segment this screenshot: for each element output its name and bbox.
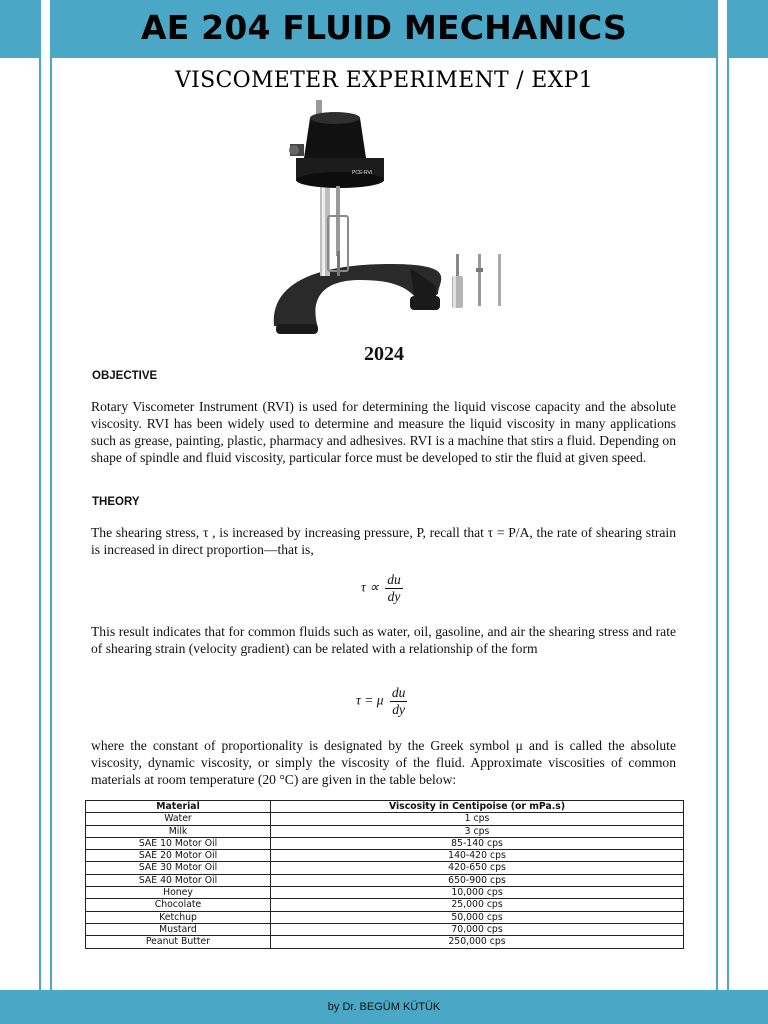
- frame-line-left-inner: [50, 0, 52, 990]
- viscosity-cell: 25,000 cps: [271, 899, 684, 911]
- year: 2024: [364, 343, 404, 365]
- column-header-viscosity: Viscosity in Centipoise (or mPa.s): [271, 801, 684, 813]
- viscosity-cell: 3 cps: [271, 825, 684, 837]
- material-cell: Ketchup: [86, 911, 271, 923]
- theory-paragraph-1: The shearing stress, τ , is increased by increasing pressure, P, recall that τ = P/A, the rate of shearing strain is increased in direct proportion—that is,: [91, 525, 676, 557]
- equation-denominator: dy: [392, 702, 405, 717]
- viscosity-cell: 85-140 cps: [271, 837, 684, 849]
- equation-numerator: du: [391, 685, 406, 700]
- objective-paragraph: Rotary Viscometer Instrument (RVI) is used for determining the liquid viscose capacity and the absolute viscosity. RVI has been widely used to determine and measure the liquid viscosity in many applications such as grease, painting, plastic, pharmacy and adhesives. RVI is a machine that stirs a fluid. Depending on shape of spindle and fluid viscosity, particular force must be developed to stir the fluid at given speed.: [91, 399, 676, 465]
- equation-denominator: dy: [387, 589, 401, 604]
- page-subtitle: VISCOMETER EXPERIMENT / EXP1: [174, 68, 594, 93]
- page-title: AE 204 FLUID MECHANICS: [141, 8, 627, 47]
- table-row: [86, 911, 684, 923]
- material-cell: Peanut Butter: [86, 936, 271, 948]
- frame-line-right-inner: [716, 0, 718, 990]
- table-row: [86, 825, 684, 837]
- table-header-row: [86, 801, 684, 813]
- table-row: [86, 874, 684, 886]
- footer-author: by Dr. BEGÜM KÜTÜK: [327, 1001, 441, 1013]
- viscosity-table: [85, 800, 684, 949]
- material-cell: SAE 30 Motor Oil: [86, 862, 271, 874]
- table-row: [86, 837, 684, 849]
- viscosity-cell: 250,000 cps: [271, 936, 684, 948]
- objective-heading: OBJECTIVE: [92, 370, 158, 382]
- frame-line-left-outer: [39, 0, 41, 990]
- material-cell: Chocolate: [86, 899, 271, 911]
- material-cell: Water: [86, 813, 271, 825]
- material-cell: SAE 40 Motor Oil: [86, 874, 271, 886]
- footer-bar: [0, 990, 768, 1024]
- table-row: [86, 862, 684, 874]
- material-cell: Milk: [86, 825, 271, 837]
- viscosity-cell: 140-420 cps: [271, 850, 684, 862]
- table-row: [86, 923, 684, 935]
- equation-lhs: τ = μ: [356, 692, 384, 708]
- viscosity-cell: 650-900 cps: [271, 874, 684, 886]
- theory-paragraph-2: This result indicates that for common fluids such as water, oil, gasoline, and air the shearing stress and rate of shearing strain (velocity gradient) can be related with a relationship of the form: [91, 624, 676, 656]
- viscosity-cell: 10,000 cps: [271, 887, 684, 899]
- viscosity-cell: 420-650 cps: [271, 862, 684, 874]
- material-cell: SAE 20 Motor Oil: [86, 850, 271, 862]
- table-row: [86, 936, 684, 948]
- frame-line-right-outer: [727, 0, 729, 990]
- viscometer-illustration: [260, 96, 520, 346]
- theory-paragraph-3: where the constant of proportionality is designated by the Greek symbol μ and is called the absolute viscosity, dynamic viscosity, or simply the viscosity of the fluid. Approximate viscosities of common materials at room temperature (20 °C) are given in the table below:: [91, 738, 676, 787]
- proportionality-equation: [361, 572, 403, 605]
- table-row: [86, 850, 684, 862]
- table-row: [86, 813, 684, 825]
- material-cell: Honey: [86, 887, 271, 899]
- material-cell: SAE 10 Motor Oil: [86, 837, 271, 849]
- viscosity-cell: 70,000 cps: [271, 923, 684, 935]
- table-row: [86, 899, 684, 911]
- table-row: [86, 887, 684, 899]
- viscosity-equation: [356, 685, 407, 718]
- device-label: PCE-RVI: [352, 170, 373, 176]
- material-cell: Mustard: [86, 923, 271, 935]
- equation-numerator: du: [387, 572, 401, 587]
- column-header-material: Material: [86, 801, 271, 813]
- viscosity-cell: 50,000 cps: [271, 911, 684, 923]
- theory-heading: THEORY: [92, 496, 140, 508]
- equation-lhs: τ ∝: [361, 579, 379, 595]
- viscosity-cell: 1 cps: [271, 813, 684, 825]
